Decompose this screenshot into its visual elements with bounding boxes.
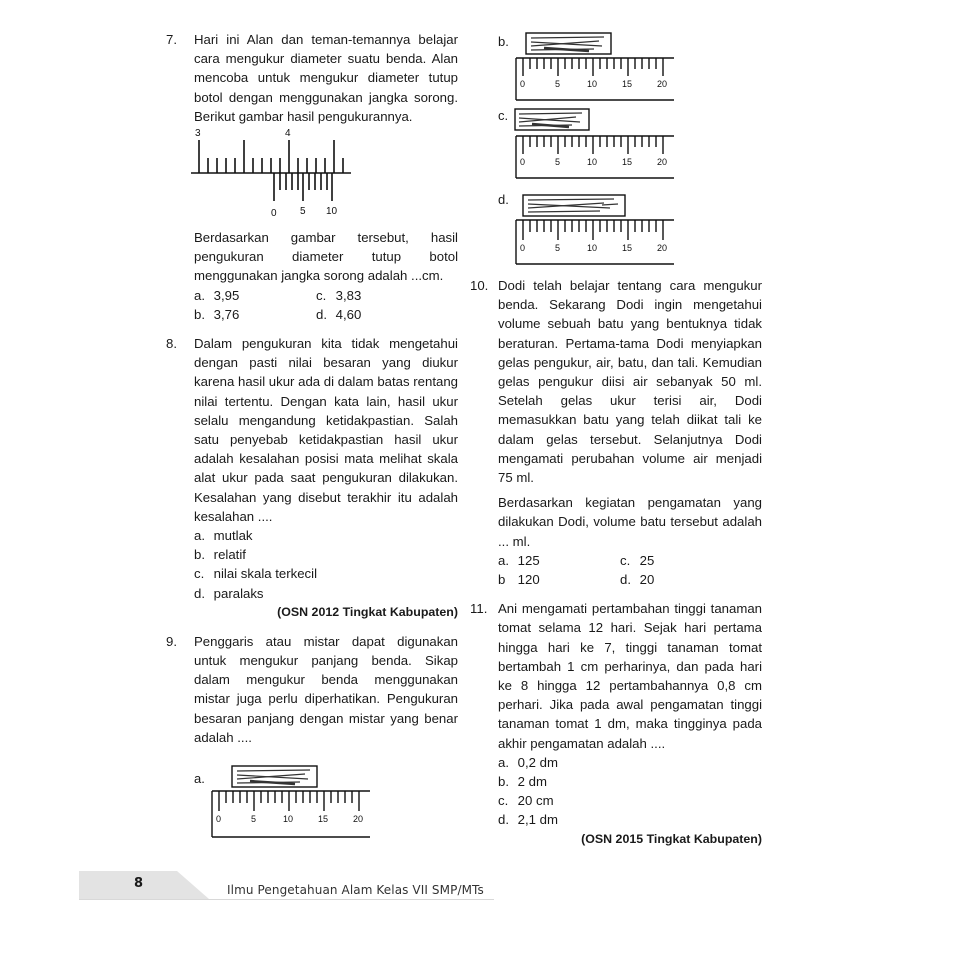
option-b[interactable]: b. 2 dm xyxy=(498,774,547,790)
question-prompt: Berdasarkan gambar tersebut, hasil pengukuran diameter tutup botol menggunakan jangka sorong adalah ...cm. xyxy=(194,230,458,284)
right-column xyxy=(470,30,762,849)
main-scale-label: 3 xyxy=(195,128,201,140)
svg-text:0: 0 xyxy=(520,79,526,89)
answer-options xyxy=(194,526,458,603)
question-prompt: Berdasarkan kegiatan pengamatan yang dilakukan Dodi, volume batu tersebut adalah ... ml. xyxy=(498,495,762,549)
option-a[interactable]: a. 0,2 dm xyxy=(498,754,558,770)
svg-text:10: 10 xyxy=(587,79,598,89)
question-number: 9. xyxy=(166,633,177,649)
svg-text:5: 5 xyxy=(555,157,561,167)
page-number: 8 xyxy=(134,876,144,891)
option-b[interactable]: b. 3,76 xyxy=(194,306,240,322)
vernier-caliper-figure xyxy=(191,126,458,222)
question-7 xyxy=(166,30,458,324)
option-b[interactable]: b 120 xyxy=(498,572,540,588)
svg-text:10: 10 xyxy=(587,157,598,167)
option-c[interactable]: c. 3,83 xyxy=(316,287,362,303)
ruler-option-d[interactable] xyxy=(498,190,762,272)
question-10 xyxy=(470,276,762,589)
question-number: 11. xyxy=(470,601,488,617)
vernier-caliper-diagram xyxy=(191,126,361,222)
svg-text:15: 15 xyxy=(318,814,329,825)
source-citation: (OSN 2012 Tingkat Kabupaten) xyxy=(277,604,458,619)
option-c[interactable]: c. nilai skala terkecil xyxy=(194,566,318,582)
svg-text:15: 15 xyxy=(622,79,633,89)
main-scale-label: 4 xyxy=(285,128,291,140)
figure-letter: d. xyxy=(498,192,509,207)
svg-text:0: 0 xyxy=(520,243,526,253)
footer-tab-shape xyxy=(79,871,209,899)
ruler-option-c[interactable] xyxy=(498,106,762,184)
question-stem: Ani mengamati pertambahan tinggi tanaman tomat selama 12 hari. Sejak hari pertama hingga hari ke 7, tinggi tanaman tomat bertambah 1 cm perharinya, dan pada hari ke 8 hingga 12 pertambahannya 0,8 cm perhari. Jika pada awal pengamatan tinggi tanaman tomat 1 dm, maka tingginya pada akhir pengamatan adalah .... xyxy=(498,601,762,751)
option-a[interactable]: a. mutlak xyxy=(194,528,253,544)
book-title: Ilmu Pengetahuan Alam Kelas VII SMP/MTs xyxy=(227,883,484,897)
option-a[interactable]: a. 3,95 xyxy=(194,287,240,303)
vernier-label: 5 xyxy=(300,206,306,218)
vernier-label: 10 xyxy=(326,206,338,218)
question-stem: Hari ini Alan dan teman-temannya belajar cara mengukur diameter suatu benda. Alan mencoba untuk mengukur diameter tutup botol dengan menggunakan jangka sorong. Berikut gambar hasil pengukurannya. xyxy=(194,32,458,124)
ruler-diagram-a xyxy=(210,765,380,847)
svg-text:0: 0 xyxy=(216,814,222,825)
svg-text:15: 15 xyxy=(622,157,633,167)
svg-text:10: 10 xyxy=(283,814,294,825)
figure-letter: b. xyxy=(498,34,509,49)
question-11 xyxy=(470,599,762,848)
answer-options xyxy=(498,753,762,830)
source-citation: (OSN 2015 Tingkat Kabupaten) xyxy=(581,831,762,846)
ruler-ticks xyxy=(219,791,359,811)
svg-text:20: 20 xyxy=(657,243,668,253)
option-c[interactable]: c. 20 cm xyxy=(498,793,554,809)
question-9 xyxy=(166,632,458,851)
ruler-option-b[interactable] xyxy=(498,30,762,106)
svg-text:5: 5 xyxy=(555,79,561,89)
option-c[interactable]: c. 25 xyxy=(620,552,655,568)
question-stem: Dodi telah belajar tentang cara mengukur benda. Sekarang Dodi ingin mengetahui volume sebuah batu yang bentuknya tidak beraturan. Pertama-tama Dodi menyiapkan gelas pengukur, air, batu, dan tali. Kemudian gelas pengukur diisi air sebanyak 50 ml. Setelah gelas ukur terisi air, Dodi memasukkan batu yang telah diikat tali ke dalam gelas tersebut. Selanjutnya Dodi mengamati perubahan volume air menjadi 75 ml. xyxy=(498,278,762,486)
figure-letter: a. xyxy=(194,771,205,787)
footer-divider xyxy=(79,899,494,900)
vernier-label: 0 xyxy=(271,208,277,220)
option-b[interactable]: b. relatif xyxy=(194,547,246,563)
figure-letter: c. xyxy=(498,108,509,123)
option-d[interactable]: d. 2,1 dm xyxy=(498,812,558,828)
ruler-diagram-d xyxy=(514,194,676,268)
svg-text:5: 5 xyxy=(251,814,257,825)
svg-text:10: 10 xyxy=(587,243,598,253)
option-d[interactable]: d. 4,60 xyxy=(316,306,362,322)
svg-text:20: 20 xyxy=(353,814,364,825)
question-number: 7. xyxy=(166,32,177,47)
question-stem: Penggaris atau mistar dapat digunakan untuk mengukur panjang benda. Sikap dalam mengukur benda menggunakan mistar juga perlu diperhatikan. Pengukuran besaran panjang dengan mistar yang benar adalah .... xyxy=(194,633,458,745)
left-column xyxy=(166,30,458,851)
answer-options xyxy=(194,286,458,324)
svg-text:0: 0 xyxy=(520,157,526,167)
svg-text:15: 15 xyxy=(622,243,633,253)
svg-text:20: 20 xyxy=(657,157,668,167)
question-number: 8. xyxy=(166,336,177,352)
question-stem: Dalam pengukuran kita tidak mengetahui dengan pasti nilai besaran yang diukur karena hasil ukur ada di dalam batas rentang nilai tertentu. Dengan kata lain, hasil ukur selalu mengandung ketidakpastian. Salah satu penyebab ketidakpastian hasil ukur adalah kesalahan posisi mata melihat skala alat ukur pada saat pengukuran dilakukan. Kesalahan yang disebut terakhir itu adalah kesalahan .... xyxy=(194,336,458,524)
answer-options xyxy=(498,551,762,589)
question-number: 10. xyxy=(470,278,489,293)
option-a[interactable]: a. 125 xyxy=(498,552,540,568)
ruler-diagram-c xyxy=(514,108,676,182)
option-d[interactable]: d. paralaks xyxy=(194,585,264,601)
svg-text:20: 20 xyxy=(657,79,668,89)
ruler-diagram-b xyxy=(514,32,676,104)
svg-text:5: 5 xyxy=(555,243,561,253)
option-d[interactable]: d. 20 xyxy=(620,572,655,588)
ruler-option-a[interactable] xyxy=(194,755,458,851)
question-8 xyxy=(166,334,458,622)
